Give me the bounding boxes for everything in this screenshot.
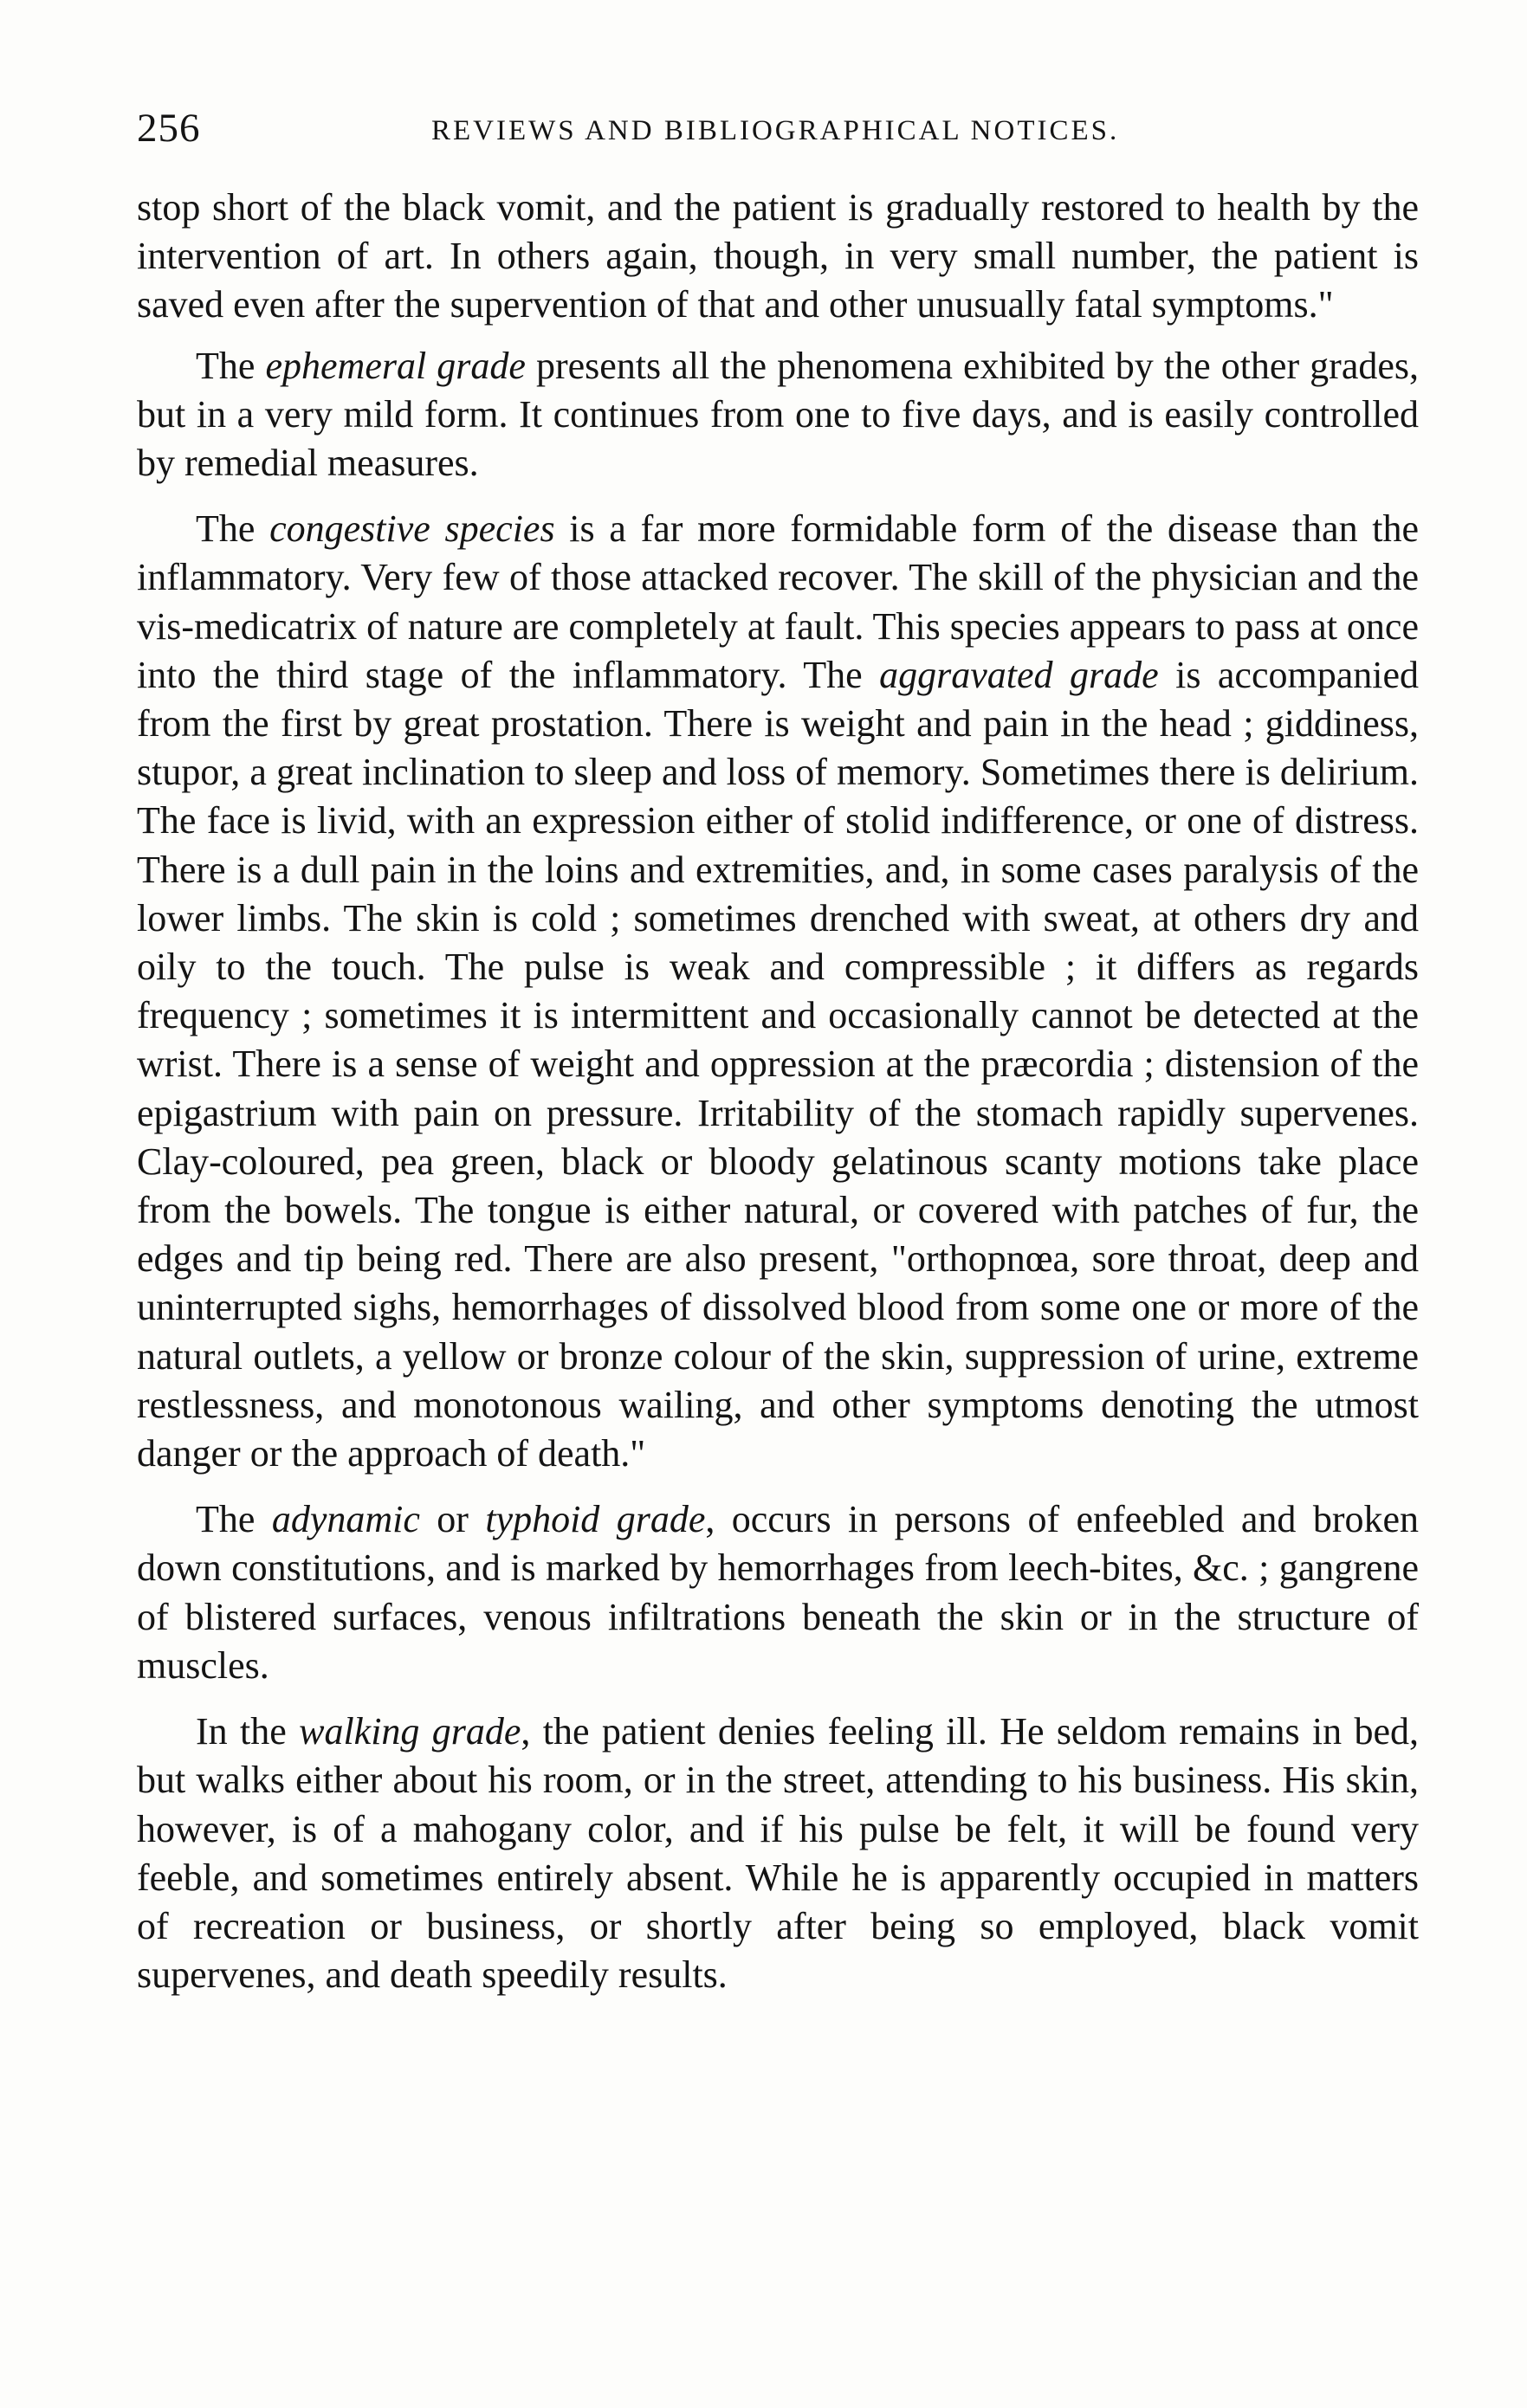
paragraph-text: presents all the phenomena exhibited by the other grades, but in a very mild form. It continues from one to five days, and is easily controlled by remedial measures. bbox=[137, 344, 1420, 485]
paragraph-ephemeral-grade bbox=[137, 342, 1419, 488]
running-title: REVIEWS AND BIBLIOGRAPHICAL NOTICES. bbox=[431, 115, 1120, 146]
paragraph-lead: The bbox=[196, 344, 266, 387]
paragraph-text: , occurs in persons of enfeebled and broken down constitutions, and is marked by hemorrhages from leech-bites, &c. ; gangrene of blistered surfaces, venous infiltrations beneath the skin or in the structure of muscles. bbox=[137, 1498, 1419, 1687]
italic-term: adynamic bbox=[271, 1498, 420, 1541]
paragraph-lead: In the bbox=[196, 1710, 300, 1753]
paragraph-text: is a far more formidable form of the disease than the inflammatory. Very few of those attacked recover. The skill of the physician and the vis-medicatrix of nature are completely at fault. This species appears to pass at once into the third stage of the inflammatory. The bbox=[137, 507, 1420, 696]
italic-term: congestive species bbox=[269, 507, 555, 551]
page-number: 256 bbox=[137, 106, 201, 151]
italic-term: walking grade bbox=[299, 1710, 521, 1753]
paragraph-text: is accompanied from the first by great prostation. There is weight and pain in the head ; giddiness, stupor, a great inclination to sleep and loss of memory. Sometimes there is delirium. The face is livid, with an expression either of stolid indifference, or one of distress. There is a dull pain in the loins and extremities, and, in some cases paralysis of the lower limbs. The skin is cold ; sometimes drenched with sweat, at others dry and oily to the touch. The pulse is weak and compressible ; it differs as regards frequency ; sometimes it is intermittent and occasionally cannot be detected at the wrist. There is a sense of weight and oppression at the præcordia ; distension of the epigastrium with pain on pressure. Irritability of the stomach rapidly supervenes. Clay-coloured, pea green, black or bloody gelatinous scanty motions take place from the bowels. The tongue is either natural, or covered with patches of fur, the edges and tip being red. There are also present, "orthopnœa, sore throat, deep and uninterrupted sighs, hemorrhages of dissolved blood from some one or more of the natural outlets, a yellow or bronze colour of the skin, suppression of urine, extreme restlessness, and monotonous wailing, and other symptoms denoting the utmost danger or the approach of death." bbox=[137, 653, 1420, 1475]
paragraph-text: , the patient denies feeling ill. He seldom remains in bed, but walks either about his room, or in the street, attending to his business. His skin, however, is of a mahogany color, and if his pulse be felt, it will be found very feeble, and sometimes entirely absent. While he is apparently occupied in matters of recreation or business, or shortly after being so employed, black vomit supervenes, and death speedily results. bbox=[137, 1710, 1420, 1997]
italic-term: aggravated grade bbox=[879, 653, 1159, 696]
paragraph-adynamic-grade bbox=[137, 1495, 1419, 1690]
paragraph-lead: The bbox=[196, 1498, 272, 1541]
paragraph-lead: The bbox=[196, 507, 270, 551]
paragraph-walking-grade bbox=[137, 1708, 1419, 1999]
paragraph-congestive-species bbox=[137, 505, 1419, 1478]
paragraph-connector: or bbox=[419, 1498, 486, 1541]
body-text bbox=[137, 184, 1419, 2017]
paragraph-continuation bbox=[137, 184, 1419, 330]
italic-term: typhoid grade bbox=[485, 1498, 706, 1541]
italic-term: ephemeral grade bbox=[265, 344, 526, 387]
paragraph-text: stop short of the black vomit, and the patient is gradually restored to health by the intervention of art. In others again, though, in very small number, the patient is saved even after the supervention of that and other unusually fatal symptoms." bbox=[137, 186, 1419, 326]
running-head bbox=[137, 102, 1436, 171]
